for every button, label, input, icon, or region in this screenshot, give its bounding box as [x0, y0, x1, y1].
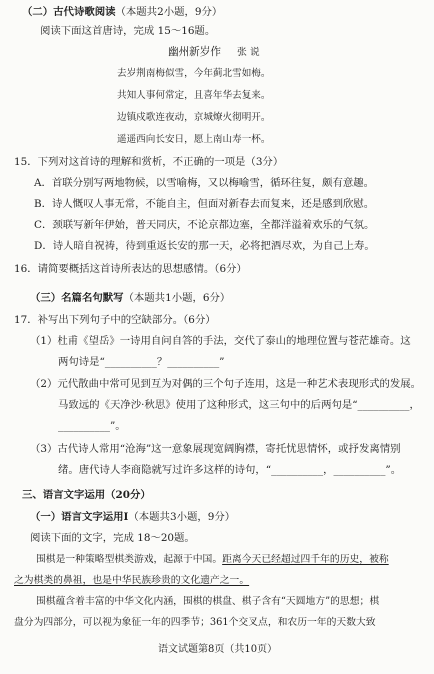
passage-text: 围棋是一种策略型棋类游戏，起源于中国。 — [36, 554, 223, 565]
subsection-heading — [30, 510, 235, 524]
poem-line: 去岁荆南梅似雪，今年蓟北雪如梅。 — [117, 68, 271, 79]
passage-paragraph-1-cont — [14, 574, 249, 588]
subsection-title: （一）语言文字运用Ⅰ — [30, 511, 129, 523]
passage-underlined-text: 距离今天已经超过四千年的历史，被称 — [222, 554, 389, 565]
subsection-note: （本题共3小题，9分） — [128, 511, 236, 523]
question-15-stem: 15．下列对这首诗的理解和赏析，不正确的一项是（3分） — [14, 156, 284, 168]
subsection-intro: 阅读下面的文字，完成 18～20题。 — [30, 532, 195, 544]
question-17-item-2-blank: __________”。 — [58, 420, 126, 432]
question-17-item-3-cont: 绪。唐代诗人李商隐就写过许多这样的诗句，“__________，__________”。 — [58, 464, 402, 476]
question-17-item-1-blank: 两句诗是“__________？__________” — [58, 356, 225, 368]
question-17-item-2: （2）元代散曲中常可见到互为对偶的三个句子连用，这是一种艺术表现形式的发展。 — [30, 378, 422, 390]
poem-title-line — [168, 45, 260, 60]
question-16-stem: 16．请简要概括这首诗所表达的思想感情。（6分） — [14, 263, 247, 275]
passage-paragraph-2: 围棋蕴含着丰富的中华文化内涵，围棋的棋盘、棋子含有“天圆地方”的思想；棋 — [36, 596, 380, 607]
section-note: （本题共2小题，9分） — [115, 6, 223, 18]
question-15-option-a: A．首联分别写两地物候，以雪喻梅，又以梅喻雪，循环往复，颇有意趣。 — [34, 177, 375, 189]
question-17-item-3: （3）古代诗人常用“沧海”这一意象展现宽阔胸襟，寄托忧思情怀，或抒发离情别 — [30, 443, 401, 455]
passage-underlined-text: 之为棋类的鼻祖，也是中华民族珍贵的文化遗产之一。 — [14, 575, 250, 586]
question-15-option-b: B．诗人慨叹人事无常，不能自主，但面对新春去而复来，还是感到欣慰。 — [34, 198, 375, 210]
page-footer: 语文试题第8页（共10页） — [158, 644, 278, 655]
question-17-stem: 17．补写出下列句子中的空缺部分。（6分） — [14, 314, 216, 326]
section-heading-poetry — [22, 5, 222, 19]
question-17-item-2-cont: 马致远的《天净沙·秋思》使用了这种形式，这三句中的后两句是“__________， — [58, 399, 420, 411]
question-17-item-1: （1）杜甫《望岳》一诗用自问自答的手法，交代了泰山的地理位置与苍茫雄奇。这 — [30, 335, 411, 347]
poem-line: 共知人事何常定，且喜年华去复来。 — [117, 90, 271, 101]
passage-paragraph-2-cont: 盘分为四部分，可以视为象征一年的四季节；361个交叉点，和农历一年的天数大致 — [14, 617, 376, 628]
section-title: （三）名篇名句默写 — [30, 292, 124, 304]
section-intro: 阅读下面这首唐诗，完成 15～16题。 — [40, 25, 216, 37]
question-15-option-c: C．颈联写新年伊始，普天同庆，不论京都边塞，全都洋溢着欢乐的气氛。 — [34, 219, 375, 231]
poem-author: 张 说 — [236, 47, 260, 58]
section-heading-recitation — [30, 291, 230, 305]
question-15-option-d: D．诗人暗自祝祷，待到重返长安的那一天，必将把酒尽欢，为自己上寿。 — [34, 240, 375, 252]
poem-line: 边镇戍歌连夜动，京城燎火彻明开。 — [117, 112, 271, 123]
passage-paragraph-1 — [36, 553, 389, 567]
part-heading-language-use: 三、语言文字运用（20分） — [22, 489, 151, 501]
section-note: （本题共1小题，6分） — [123, 292, 231, 304]
poem-line: 遥遥西向长安日，愿上南山寿一杯。 — [117, 134, 271, 145]
section-title: （二）古代诗歌阅读 — [22, 6, 116, 18]
poem-title: 幽州新岁作 — [168, 46, 221, 58]
